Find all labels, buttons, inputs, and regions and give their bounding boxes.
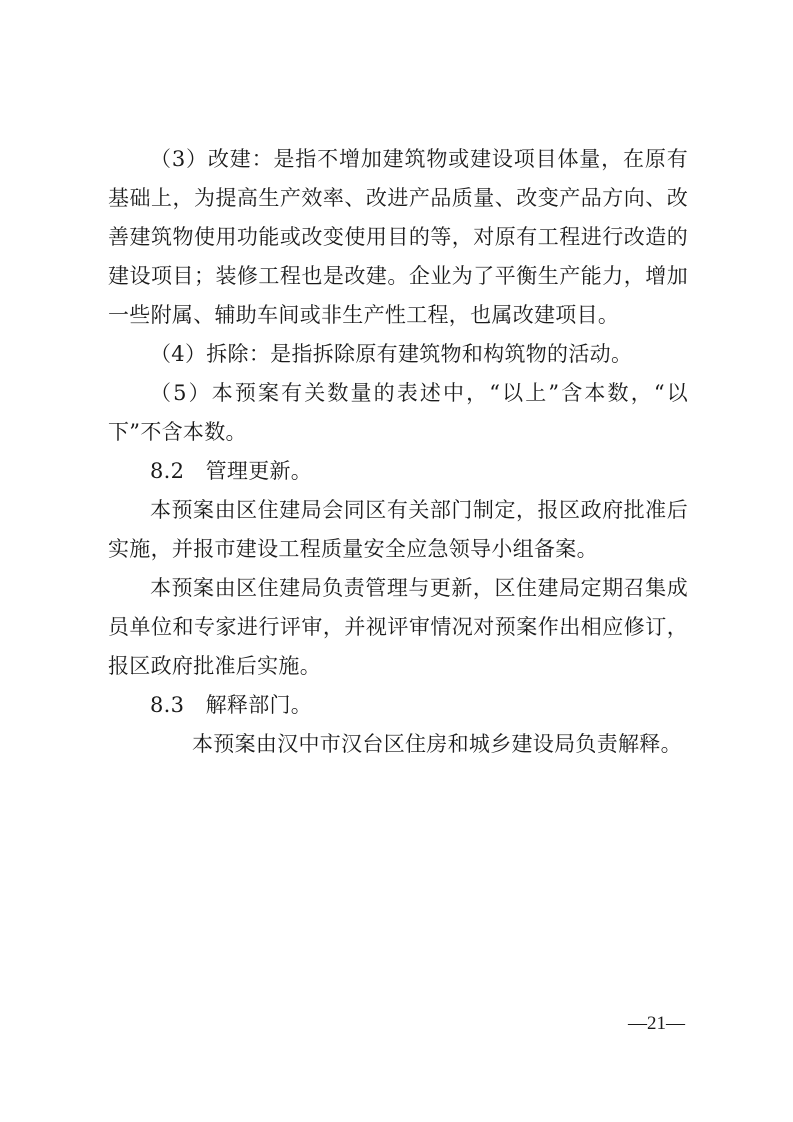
page-number: —21— — [628, 1013, 685, 1034]
section-heading-8-3: 8.3 解释部门。 — [150, 693, 313, 717]
section-heading-8-2: 8.2 管理更新。 — [150, 459, 313, 483]
paragraph-management-formulation: 本预案由区住建局会同区有关部门制定，报区政府批准后实施，并报市建设工程质量安全应急领导小组备案。 — [108, 498, 688, 561]
paragraph-reconstruction-definition: （3）改建：是指不增加建筑物或建设项目体量，在原有基础上，为提高生产效率、改进产品质量、改变产品方向、改善建筑物使用功能或改变使用目的等，对原有工程进行改造的建设项目；装修工程也是改建。企业为了平衡生产能力，增加一些附属、辅助车间或非生产性工程，也属改建项目。 — [108, 147, 688, 327]
paragraph-interpretation: 本预案由汉中市汉台区住房和城乡建设局负责解释。 — [192, 732, 682, 756]
paragraph-quantity-expression: （5）本预案有关数量的表述中，“以上”含本数，“以下”不含本数。 — [108, 381, 688, 444]
document-body — [108, 140, 688, 764]
paragraph-demolition-definition: （4）拆除：是指拆除原有建筑物和构筑物的活动。 — [150, 342, 633, 366]
paragraph-management-update: 本预案由区住建局负责管理与更新，区住建局定期召集成员单位和专家进行评审，并视评审情况对预案作出相应修订，报区政府批准后实施。 — [108, 576, 688, 678]
